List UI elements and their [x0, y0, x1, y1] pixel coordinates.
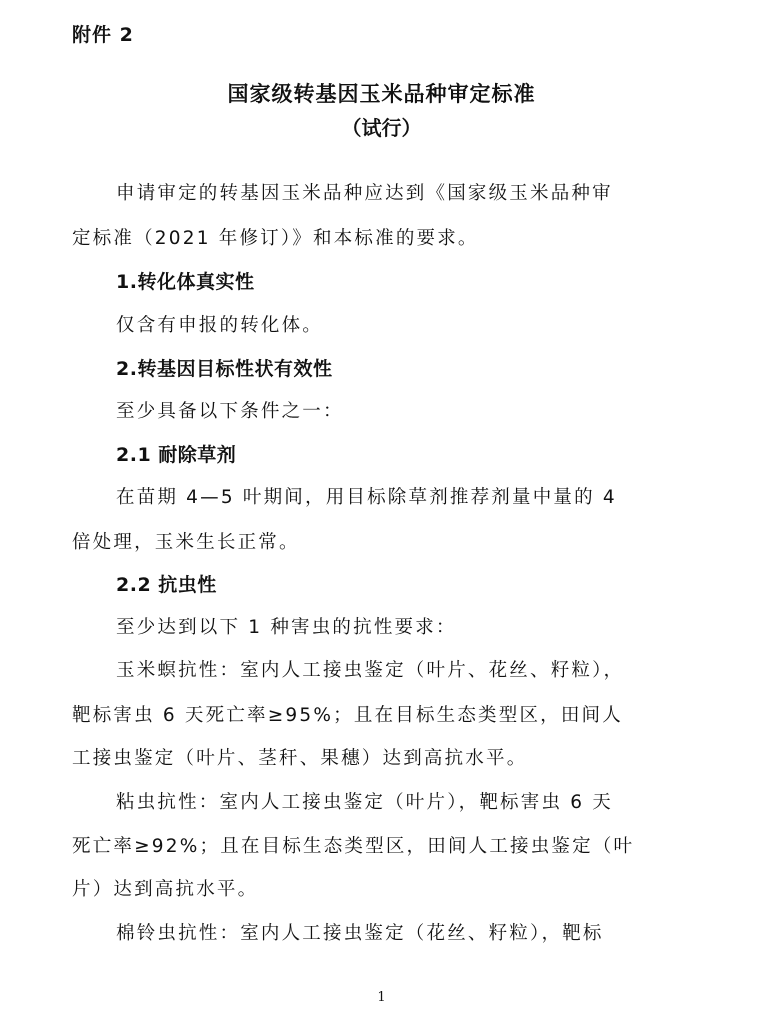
- section-2-1-heading: 2.1 耐除草剂: [116, 444, 237, 466]
- armyworm-line-1: 粘虫抗性：室内人工接虫鉴定（叶片），靶标害虫 6 天: [116, 792, 613, 813]
- armyworm-line-2: 死亡率≥92%；且在目标生态类型区，田间人工接虫鉴定（叶: [72, 836, 635, 857]
- document-title: 国家级转基因玉米品种审定标准: [227, 82, 536, 106]
- annex-label: 附件 2: [72, 24, 134, 46]
- section-2-2-intro: 至少达到以下 1 种害虫的抗性要求：: [116, 617, 457, 638]
- intro-line-1: 申请审定的转基因玉米品种应达到《国家级玉米品种审: [116, 183, 613, 204]
- corn-borer-line-1: 玉米螟抗性：室内人工接虫鉴定（叶片、花丝、籽粒），: [116, 660, 625, 681]
- section-1-body: 仅含有申报的转化体。: [116, 315, 324, 336]
- section-2-heading: 2.转基因目标性状有效性: [116, 358, 333, 380]
- section-2-1-line-1: 在苗期 4—5 叶期间，用目标除草剂推荐剂量中量的 4: [116, 487, 617, 508]
- section-2-body: 至少具备以下条件之一：: [116, 401, 344, 422]
- corn-borer-line-2: 靶标害虫 6 天死亡率≥95%；且在目标生态类型区，田间人: [72, 705, 623, 726]
- bollworm-line-1: 棉铃虫抗性：室内人工接虫鉴定（花丝、籽粒），靶标: [116, 923, 604, 944]
- armyworm-line-3: 片）达到高抗水平。: [72, 879, 259, 900]
- section-2-1-line-2: 倍处理，玉米生长正常。: [72, 532, 300, 553]
- page-number: 1: [377, 990, 386, 1005]
- document-subtitle: （试行）: [341, 116, 422, 140]
- corn-borer-line-3: 工接虫鉴定（叶片、茎秆、果穗）达到高抗水平。: [72, 748, 528, 769]
- section-1-heading: 1.转化体真实性: [116, 271, 255, 293]
- section-2-2-heading: 2.2 抗虫性: [116, 574, 217, 596]
- intro-line-2: 定标准（2021 年修订）》和本标准的要求。: [72, 228, 479, 249]
